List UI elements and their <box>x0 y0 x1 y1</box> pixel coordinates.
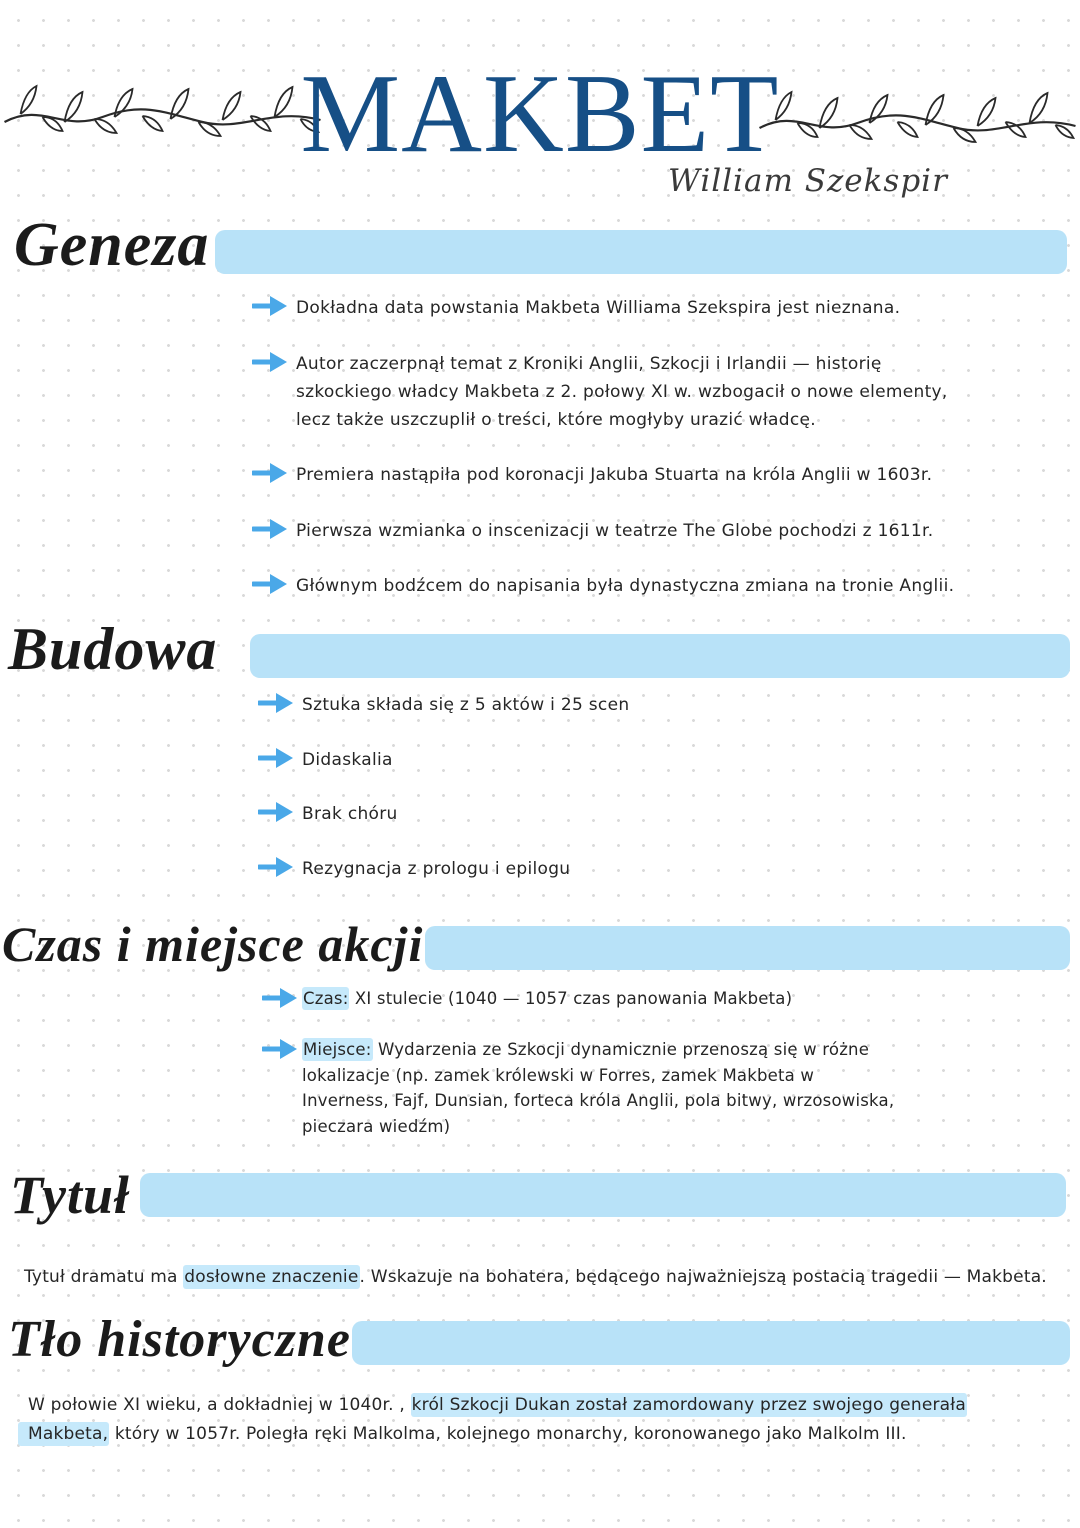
tlo-text-line1: W połowie XI wieku, a dokładniej w 1040r. , król Szkocji Dukan został zamordowany przez swojego generała <box>28 1395 966 1415</box>
arrow-right-icon <box>252 295 288 317</box>
arrow-right-icon <box>252 518 288 540</box>
section-heading-tytul: Tytuł <box>10 1165 130 1225</box>
highlight: dosłowne znaczenie <box>184 1267 359 1287</box>
czas-label: Czas: <box>303 989 349 1008</box>
list-item: Pierwsza wzmianka o inscenizacji w teatrze The Globe pochodzi z 1611r. <box>252 517 933 545</box>
section-heading-czas: Czas i miejsce akcji <box>2 916 424 972</box>
section-bar-geneza <box>215 230 1067 274</box>
list-item: Dokładna data powstania Makbeta Williama Szekspira jest nieznana. <box>252 294 900 322</box>
arrow-right-icon <box>262 987 298 1009</box>
list-item: Czas: XI stulecie (1040 — 1057 czas panowania Makbeta) <box>262 986 792 1012</box>
section-heading-budowa: Budowa <box>8 616 218 682</box>
miejsce-label: Miejsce: <box>303 1040 372 1059</box>
arrow-right-icon <box>252 462 288 484</box>
list-item: Didaskalia <box>258 746 393 774</box>
section-bar-tytul <box>140 1173 1066 1217</box>
tlo-text-line2: Makbeta, który w 1057r. Poległa ręki Malkolma, kolejnego monarchy, koronowanego jako Malkolm III. <box>18 1420 907 1449</box>
author-name: William Szekspir <box>668 163 948 199</box>
tytul-text: Tytuł dramatu ma dosłowne znaczenie. Wskazuje na bohatera, będącego najważniejszą postacią tragedii — Makbeta. <box>24 1267 1047 1287</box>
highlight: Makbeta, <box>18 1422 109 1446</box>
highlight: król Szkocji Dukan został zamordowany przez swojego generała <box>411 1395 966 1415</box>
page-title: MAKBET <box>300 52 780 176</box>
section-heading-geneza: Geneza <box>14 211 210 279</box>
section-bar-tlo <box>352 1321 1070 1365</box>
arrow-right-icon <box>252 573 288 595</box>
list-item: Głównym bodźcem do napisania była dynastyczna zmiana na tronie Anglii. <box>252 572 954 600</box>
section-bar-budowa <box>250 634 1070 678</box>
arrow-right-icon <box>258 692 294 714</box>
arrow-right-icon <box>262 1038 298 1060</box>
section-heading-tlo: Tło historyczne <box>8 1311 351 1368</box>
list-item: Sztuka składa się z 5 aktów i 25 scen <box>258 691 629 719</box>
arrow-right-icon <box>258 747 294 769</box>
arrow-right-icon <box>258 856 294 878</box>
section-bar-czas <box>425 926 1070 970</box>
list-item: Premiera nastąpiła pod koronacji Jakuba Stuarta na króla Anglii w 1603r. <box>252 461 932 489</box>
list-item: Rezygnacja z prologu i epilogu <box>258 855 570 883</box>
arrow-right-icon <box>258 801 294 823</box>
list-item: Miejsce: Wydarzenia ze Szkocji dynamicznie przenoszą się w różne lokalizacje (np. zamek królewski w Forres, zamek Makbeta w Inverness, Fajf, Dunsian, forteca króla Anglii, pola bitwy, wrzosowiska, pieczara wiedźm) <box>262 1037 894 1139</box>
arrow-right-icon <box>252 351 288 373</box>
list-item: Autor zaczerpnął temat z Kroniki Anglii, Szkocji i Irlandii — historię szkockiego władcy Makbeta z 2. połowy XI w. wzbogacił o nowe elementy, lecz także uszczuplił o treści, które mogłyby urazić władcę. <box>252 350 948 434</box>
list-item: Brak chóru <box>258 800 398 828</box>
